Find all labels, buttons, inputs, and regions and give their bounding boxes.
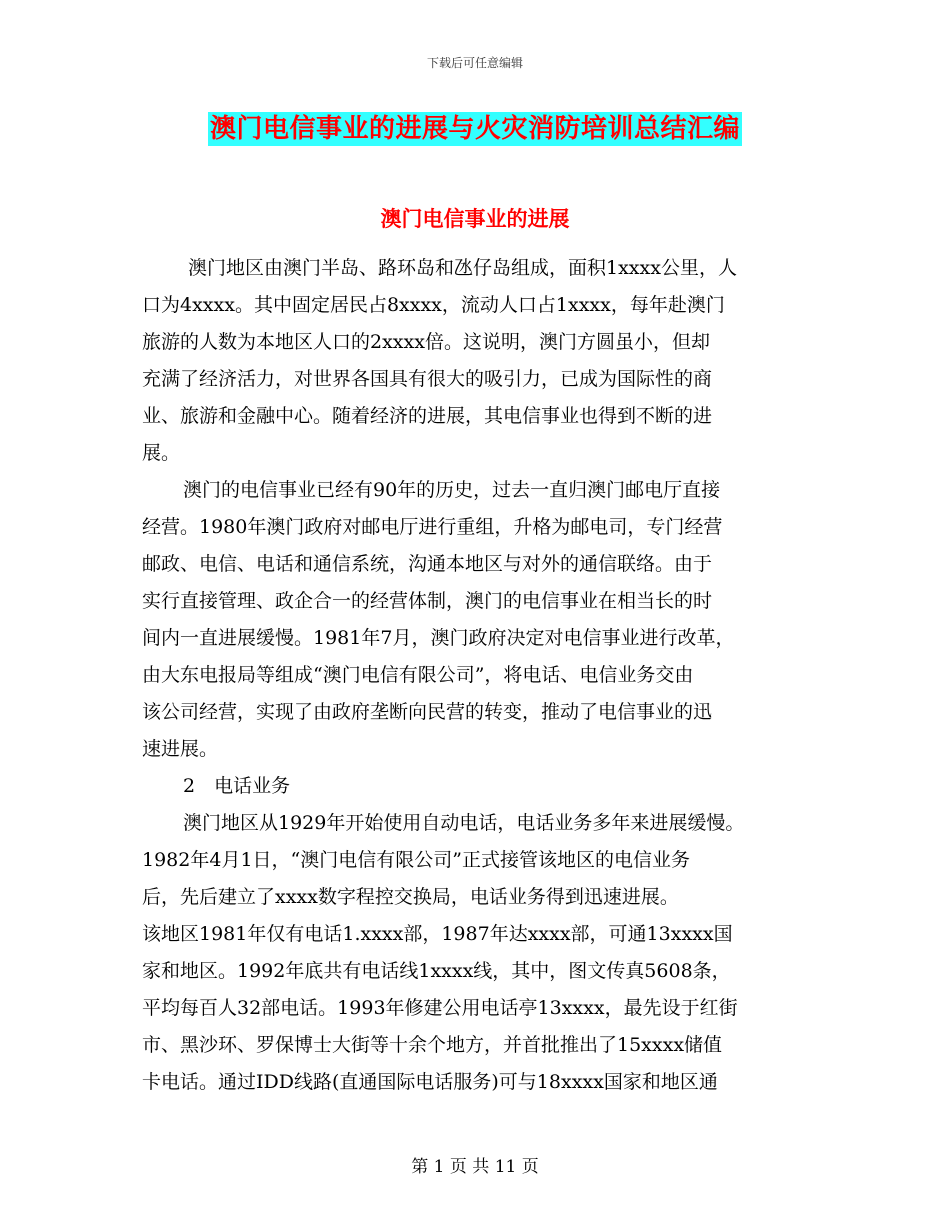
paragraph-telecom-history: [142, 472, 812, 768]
section-heading: 澳门电信事业的进展: [380, 206, 570, 231]
page-number: 第 1 页 共 11 页: [411, 1157, 539, 1177]
text-line: 市、黑沙环、罗保博士大街等十余个地方，并首批推出了15xxxx储值: [142, 1034, 723, 1056]
text-line: 澳门地区由澳门半岛、路环岛和氹仔岛组成，面积1xxxx公里，人: [188, 257, 737, 279]
paragraph-area-overview: [142, 250, 812, 472]
document-title-text: 澳门电信事业的进展与火灾消防培训总结汇编: [209, 114, 740, 144]
text-line: 间内一直进展缓慢。1981年7月，澳门政府决定对电信事业进行改革，: [142, 627, 735, 649]
text-line: 澳门的电信事业已经有90年的历史，过去一直归澳门邮电厅直接: [183, 479, 721, 501]
text-line: 1982年4月1日，“澳门电信有限公司”正式接管该地区的电信业务: [142, 849, 690, 871]
text-line: 家和地区。1992年底共有电话线1xxxx线，其中，图文传真5608条，: [142, 960, 731, 982]
text-line: 该地区1981年仅有电话1.xxxx部，1987年达xxxx部，可通13xxxx国: [142, 923, 733, 945]
download-note: 下载后可任意编辑: [426, 56, 523, 70]
text-line: 该公司经营，实现了由政府垄断向民营的转变，推动了电信事业的迅: [142, 701, 713, 723]
paragraph-telephone-statistics: [142, 916, 812, 1101]
text-line: 速进展。: [142, 738, 219, 760]
text-line: 口为4xxxx。其中固定居民占8xxxx，流动人口占1xxxx，每年赴澳门: [142, 294, 725, 316]
text-line: 实行直接管理、政企合一的经营体制，澳门的电信事业在相当长的时: [142, 590, 713, 612]
subheading-telephone-service: [142, 768, 812, 805]
text-line: 邮政、电信、电话和通信系统，沟通本地区与对外的通信联络。由于: [142, 553, 713, 575]
text-line: 经营。1980年澳门政府对邮电厅进行重组，升格为邮电司，专门经营: [142, 516, 723, 538]
paragraph-telephone-history: [142, 805, 812, 916]
text-line: 充满了经济活力，对世界各国具有很大的吸引力，已成为国际性的商: [142, 368, 713, 390]
text-line: 卡电话。通过IDD线路(直通国际电话服务)可与18xxxx国家和地区通: [142, 1071, 718, 1093]
document-title: [0, 112, 950, 149]
text-line: 由大东电报局等组成“澳门电信有限公司”，将电话、电信业务交由: [142, 664, 694, 686]
text-line: 业、旅游和金融中心。随着经济的进展，其电信事业也得到不断的进: [142, 405, 713, 427]
text-line: 旅游的人数为本地区人口的2xxxx倍。这说明，澳门方圆虽小，但却: [142, 331, 710, 353]
text-line: 平均每百人32部电话。1993年修建公用电话亭13xxxx，最先设于红街: [142, 997, 738, 1019]
document-body: [142, 250, 812, 1101]
text-line: 澳门地区从1929年开始使用自动电话，电话业务多年来进展缓慢。: [183, 812, 745, 834]
text-line: 展。: [142, 442, 181, 464]
text-line: 后，先后建立了xxxx数字程控交换局，电话业务得到迅速进展。: [142, 886, 679, 908]
text-line: 2 电话业务: [183, 775, 291, 797]
